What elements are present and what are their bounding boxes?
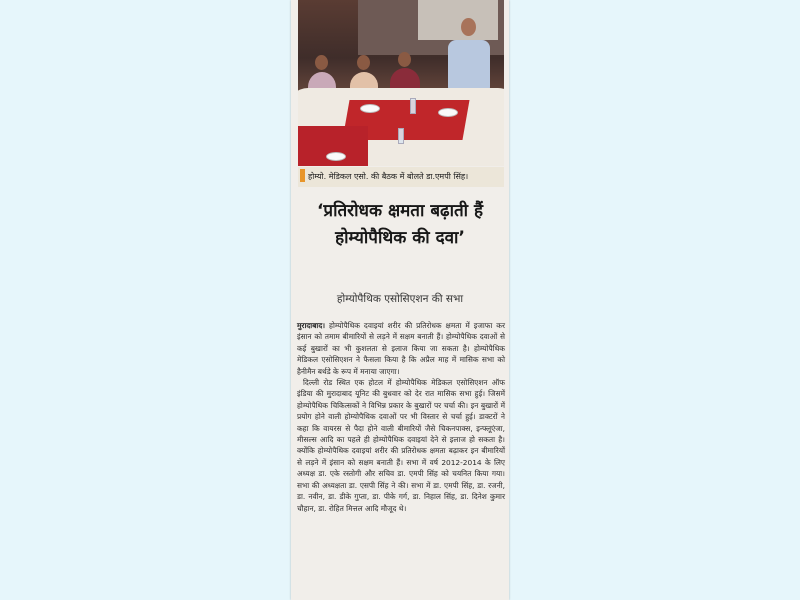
photo-caption — [298, 167, 504, 187]
article-paragraph: दिल्ली रोड स्थित एक होटल में होम्योपैथिक मेडिकल एसोसिएशन ऑफ इंडिया की मुरादाबाद यूनिट की बुधवार को देर रात मासिक सभा हुई। जिसमें होम्योपैथिक चिकित्सकों ने विभिन्न प्रकार के बुखारों पर चर्चा की। इन बुखारों में प्रयोग होने वाली होम्योपैथिक दवाओं पर भी विस्तार से चर्चा हुई। डाक्टरों ने कहा कि वायरस से पैदा होने वाली बीमारियों जैसे चिकनपाक्स, इन्फ्लूएंजा, मीसल्स आदि का पहले ही होम्योपैथिक दवाइयां देने से इलाज हो सकता है। क्योंकि होम्योपैथिक दवाइयां शरीर की प्रतिरोधक क्षमता बढ़ाकर इन बीमारियों से लड़ने में इंसान को सक्षम बनाती हैं। सभा में वर्ष 2012-2014 के लिए अध्यक्ष डा. एके रस्तोगी और सचिव डा. एमपी सिंह को चयनित किया गया। सभा की अध्यक्षता डा. एसपी सिंह ने की। सभा में डा. एमपी सिंह, डा. रजनी, डा. नवीन, डा. डीके गुप्ता, डा. पीके गर्ग, डा. निहाल सिंह, डा. दिनेश कुमार चौहान, डा. रोहित मित्तल आदि मौजूद थे। — [297, 378, 505, 513]
meeting-photo — [298, 0, 504, 166]
article-subheadline: होम्योपैथिक एसोसिएशन की सभा — [336, 293, 464, 305]
article-body — [297, 320, 505, 514]
newspaper-clipping — [291, 0, 509, 600]
article-headline: ‘प्रतिरोधक क्षमता बढ़ाती हैं होम्योपैथिक की दवा’ — [316, 201, 484, 248]
dateline: मुरादाबाद। — [297, 321, 326, 330]
caption-text: होम्यो. मेडिकल एसो. की बैठक में बोलते डा.एमपी सिंह। — [308, 172, 469, 181]
article-paragraph: मुरादाबाद। होम्योपैथिक दवाइयां शरीर की प्रतिरोधक क्षमता में इजाफा कर इंसान को तमाम बीमारियों से लड़ने में सक्षम बनाती हैं। होम्योपैथिक दवाओं से कई बुखारों का भी कुशलता से इलाज किया जा सकता है। होम्योपैथिक मेडिकल एसोसिएशन ने फैसला किया है कि अप्रैल माह में मासिक सभा को हैनीमैन बर्थडे के रूप में मनाया जाएगा। — [297, 321, 505, 376]
